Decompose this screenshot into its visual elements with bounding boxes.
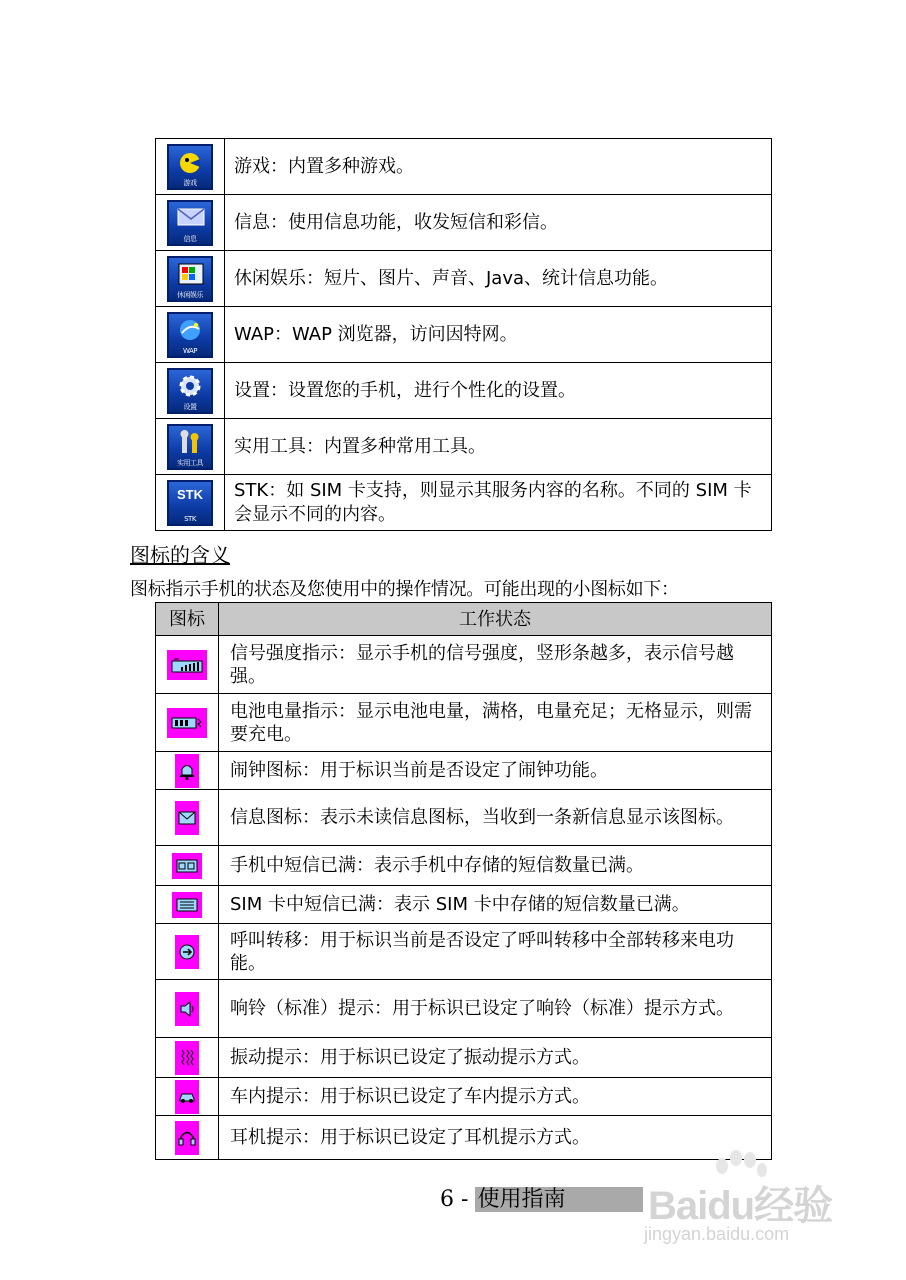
footer-guide-label: 使用指南: [475, 1187, 643, 1212]
watermark-url: jingyan.baidu.com: [644, 1224, 790, 1244]
message-icon: [167, 200, 213, 246]
menu-icon-cell: [156, 195, 225, 251]
menu-item-text: 游戏：内置多种游戏。: [225, 139, 772, 195]
status-icon-cell: [156, 886, 219, 924]
sim-sms-full-icon: [172, 892, 202, 918]
status-description: 车内提示：用于标识已设定了车内提示方式。: [219, 1078, 772, 1116]
status-icon-cell: [156, 694, 219, 752]
menu-item-text: 设置：设置您的手机，进行个性化的设置。: [225, 363, 772, 419]
status-icon-cell: [156, 1038, 219, 1078]
menu-icon-cell: [156, 251, 225, 307]
call-forward-icon: [175, 935, 199, 969]
status-description: 响铃（标准）提示：用于标识已设定了响铃（标准）提示方式。: [219, 980, 772, 1038]
menu-item-text: 实用工具：内置多种常用工具。: [225, 419, 772, 475]
status-icon-cell: [156, 1116, 219, 1160]
menu-icon-cell: [156, 475, 225, 531]
menu-icon-caption: 游戏: [183, 178, 197, 187]
status-description: 信息图标：表示未读信息图标，当收到一条新信息显示该图标。: [219, 790, 772, 846]
page-footer: [440, 1184, 643, 1216]
menu-icon-caption: 信息: [183, 234, 197, 243]
status-icon-cell: [156, 924, 219, 980]
table-row: [156, 846, 772, 886]
menu-row-messages: [156, 195, 772, 251]
menu-icon-cell: [156, 419, 225, 475]
status-description: 振动提示：用于标识已设定了振动提示方式。: [219, 1038, 772, 1078]
status-icon-cell: [156, 1078, 219, 1116]
table-row: [156, 980, 772, 1038]
status-description: 闹钟图标：用于标识当前是否设定了闹钟功能。: [219, 752, 772, 790]
status-description: 信号强度指示：显示手机的信号强度，竖形条越多，表示信号越强。: [219, 636, 772, 694]
table-row: [156, 1038, 772, 1078]
table-row: [156, 1078, 772, 1116]
table-row: [156, 886, 772, 924]
header-icon-column: 图标: [156, 603, 219, 636]
watermark-main: Baidu经验: [648, 1184, 833, 1228]
table-row: [156, 924, 772, 980]
battery-icon: [167, 708, 207, 738]
alarm-bell-icon: [175, 754, 199, 788]
envelope-icon: [175, 801, 199, 835]
svg-text:STK: STK: [177, 486, 203, 502]
stk-icon: [167, 480, 213, 526]
menu-row-wap: [156, 307, 772, 363]
menu-item-text: WAP：WAP 浏览器，访问因特网。: [225, 307, 772, 363]
menu-icon-caption: STK: [184, 514, 196, 523]
signal-strength-icon: [167, 650, 207, 680]
game-icon: [167, 144, 213, 190]
menu-item-text: STK：如 SIM 卡支持，则显示其服务内容的名称。不同的 SIM 卡会显示不同的内容。: [225, 475, 772, 531]
status-description: 电池电量指示：显示电池电量，满格，电量充足；无格显示，则需要充电。: [219, 694, 772, 752]
headset-icon: [175, 1121, 199, 1155]
ring-speaker-icon: [175, 992, 199, 1026]
car-icon: [175, 1080, 199, 1114]
table-row: [156, 752, 772, 790]
menu-item-text: 休闲娱乐：短片、图片、声音、Java、统计信息功能。: [225, 251, 772, 307]
tools-icon: [167, 424, 213, 470]
menu-icon-cell: [156, 139, 225, 195]
entertainment-icon: [167, 256, 213, 302]
menu-row-tools: [156, 419, 772, 475]
page-number: 6 -: [440, 1187, 469, 1212]
status-icon-cell: [156, 790, 219, 846]
menu-icon-cell: [156, 307, 225, 363]
baidu-watermark: [640, 1150, 860, 1250]
menu-icon-caption: 实用工具: [177, 458, 203, 467]
settings-icon: [167, 368, 213, 414]
menu-item-text: 信息：使用信息功能，收发短信和彩信。: [225, 195, 772, 251]
menu-row-games: [156, 139, 772, 195]
status-description: 呼叫转移：用于标识当前是否设定了呼叫转移中全部转移来电功能。: [219, 924, 772, 980]
section-title: 图标的含义: [130, 543, 230, 567]
menu-icon-caption: 设置: [183, 402, 197, 411]
intro-text: 图标指示手机的状态及您使用中的操作情况。可能出现的小图标如下：: [130, 579, 679, 600]
menu-row-settings: [156, 363, 772, 419]
table-row: [156, 636, 772, 694]
menu-icon-caption: WAP: [182, 346, 198, 355]
status-description: SIM 卡中短信已满：表示 SIM 卡中存储的短信数量已满。: [219, 886, 772, 924]
menu-row-stk: [156, 475, 772, 531]
table-header-row: [156, 603, 772, 636]
status-icon-cell: [156, 636, 219, 694]
vibrate-icon: [175, 1041, 199, 1075]
status-icon-cell: [156, 846, 219, 886]
status-icon-cell: [156, 980, 219, 1038]
status-description: 手机中短信已满：表示手机中存储的短信数量已满。: [219, 846, 772, 886]
status-icons-table: [155, 602, 772, 1160]
header-status-column: 工作状态: [219, 603, 772, 636]
menu-icon-cell: [156, 363, 225, 419]
wap-icon: [167, 312, 213, 358]
menu-icon-caption: 休闲娱乐: [177, 290, 203, 299]
menu-features-table: [155, 138, 772, 531]
menu-row-entertainment: [156, 251, 772, 307]
table-row: [156, 790, 772, 846]
status-description: 耳机提示：用于标识已设定了耳机提示方式。: [219, 1116, 772, 1160]
status-icon-cell: [156, 752, 219, 790]
table-row: [156, 694, 772, 752]
phone-sms-full-icon: [172, 853, 202, 879]
